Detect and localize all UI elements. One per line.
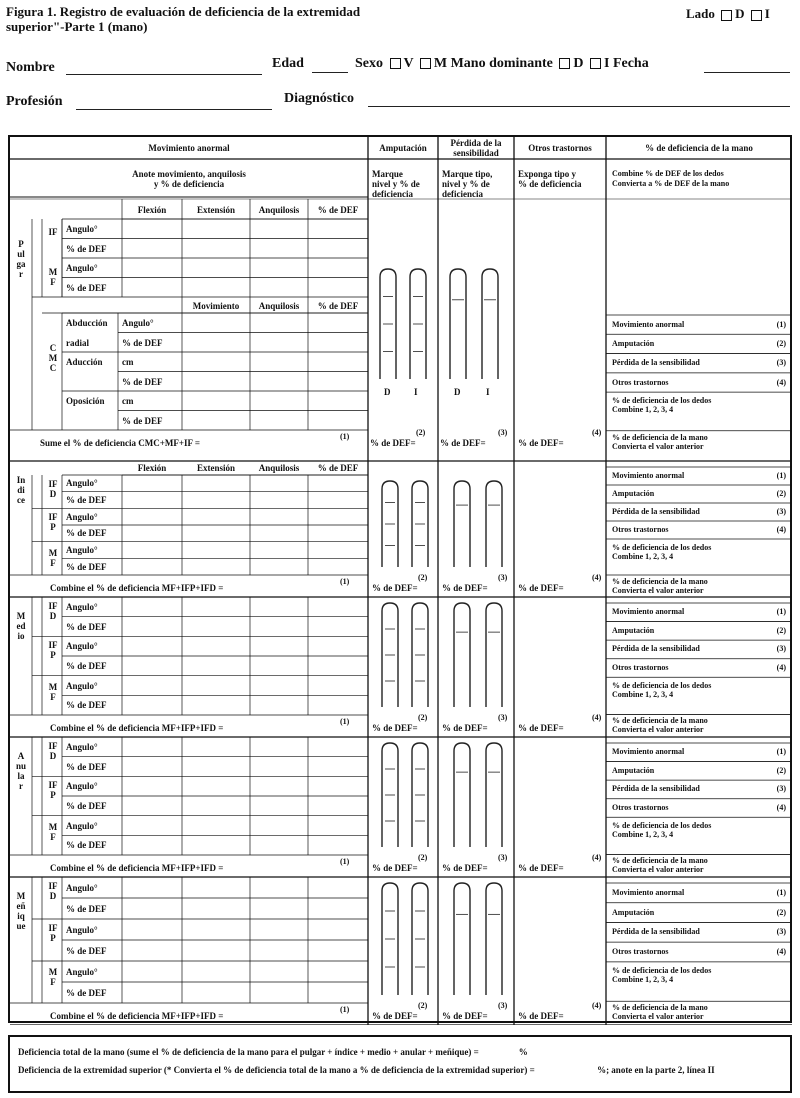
totals-pct-def-eq: % de DEF= [370, 438, 416, 448]
combine-l1: Combine % de DEF de los dedos [612, 169, 724, 178]
finger-2-amputation-icon-d [382, 743, 398, 847]
summary-n3: (3) [776, 784, 786, 794]
summary-def-mano: % de deficiencia de la mano [612, 856, 708, 866]
cmc-input-row-4[interactable] [182, 391, 368, 411]
summary-n1: (1) [340, 857, 350, 866]
thumb-input-row-0[interactable] [122, 219, 368, 239]
summary-n4: (4) [592, 573, 602, 582]
summary-n3: (3) [776, 927, 786, 937]
thumb-amputation-icon-d [380, 269, 396, 379]
finger-1-ifd-label: IFD [48, 601, 58, 621]
totals-label-I: I [414, 387, 418, 397]
summary-n2: (2) [416, 428, 426, 437]
finger-1-sensibility-icon-i [486, 603, 502, 707]
summary-n4: (4) [592, 853, 602, 862]
rows-pct-def: % de DEF [66, 700, 107, 711]
finger-3-input-row-1[interactable] [122, 898, 368, 919]
summary-n1: (1) [776, 607, 786, 617]
finger-1-label: Medio [16, 611, 26, 641]
finger-0-amputation-icon-i [412, 481, 428, 567]
cmc-input-row-3[interactable] [182, 372, 368, 392]
lado-d-checkbox[interactable] [721, 10, 732, 21]
summary-n2: (2) [776, 338, 786, 348]
finger-2-input-row-1[interactable] [122, 757, 368, 777]
subheaders-pct-def: % de DEF [317, 205, 359, 215]
finger-pulgar-label: Pulgar [16, 239, 26, 279]
nombre-field[interactable] [66, 74, 262, 75]
finger-1-input-row-2[interactable] [122, 636, 368, 656]
marque-perdida [442, 169, 492, 199]
summary-n3: (3) [776, 507, 786, 516]
evaluation-form [8, 135, 792, 1023]
rows-aduccion: Aducción [66, 357, 103, 367]
summary-perdida: Pérdida de la sensibilidad [612, 927, 700, 937]
thumb-sensibility-icon-d [450, 269, 466, 379]
summary-def-mano: % de deficiencia de la mano [612, 577, 708, 586]
finger-1-ifp-label: IFP [48, 640, 58, 661]
summary-n1: (1) [340, 432, 350, 441]
summary-amputacion: Amputación [612, 338, 655, 348]
nombre-label: Nombre [6, 60, 55, 75]
totals-combine-dedos: Combine el % de deficiencia MF+IFP+IFD = [50, 1011, 224, 1021]
rows-oposicion: Oposición [66, 396, 105, 406]
finger-0-input-row-5[interactable] [122, 558, 368, 575]
summary-n2: (2) [418, 573, 428, 582]
rows-angulo: Angulo° [66, 820, 98, 831]
summary-n3: (3) [776, 358, 786, 368]
totals-sume-pulgar: Sume el % de deficiencia CMC+MF+IF = [40, 438, 201, 448]
total-extremidad-row [18, 1065, 788, 1075]
finger-0-input-row-4[interactable] [122, 542, 368, 559]
finger-3-amputation-icon-d [382, 883, 398, 995]
summary-def-dedos: % de deficiencia de los dedos [612, 396, 712, 406]
anote-line1: Anote movimiento, anquilosis [132, 169, 246, 179]
col-amputacion: Amputación [379, 143, 427, 153]
summary-combine-124: Combine 1, 2, 3, 4 [612, 552, 674, 561]
rows-pct-def: % de DEF [122, 337, 163, 348]
summary-perdida: Pérdida de la sensibilidad [612, 784, 700, 794]
finger-2-input-row-5[interactable] [122, 835, 368, 855]
summary-n1: (1) [340, 577, 350, 586]
summary-n3: (3) [498, 428, 508, 437]
thumb-cmc-label: CMC [48, 343, 58, 373]
anote-line2: y % de deficiencia [153, 179, 225, 189]
rows-angulo: Angulo° [66, 545, 98, 555]
summary-n2: (2) [776, 907, 786, 917]
marque-per-l3: deficiencia [442, 189, 483, 199]
linea-ii: línea II [686, 1065, 715, 1075]
combine-convierta [612, 169, 729, 189]
summary-convierta: Convierta el valor anterior [612, 441, 704, 451]
finger-1-input-row-4[interactable] [122, 676, 368, 696]
summary-n1: (1) [340, 717, 350, 726]
totals-pct-def-eq: % de DEF= [518, 1011, 564, 1021]
fecha-label: Fecha [612, 56, 649, 71]
finger-3-amputation-icon-i [412, 883, 428, 995]
exponga-l2: % de deficiencia [518, 179, 582, 189]
rows-angulo: Angulo° [66, 601, 98, 612]
finger-1-input-row-1[interactable] [122, 617, 368, 637]
rows-pct-def: % de DEF [66, 282, 107, 293]
rows-pct-def: % de DEF [66, 945, 107, 956]
rows-pct-def: % de DEF [66, 660, 107, 671]
rows-pct-def: % de DEF [66, 528, 107, 539]
finger-3-input-row-0[interactable] [122, 877, 368, 898]
rows-angulo: Angulo° [122, 318, 154, 328]
form-title [6, 4, 466, 34]
finger-3-label: Meñique [16, 891, 26, 931]
subheaders-anquilosis: Anquilosis [258, 301, 300, 311]
totals-pct-def-eq: % de DEF= [518, 438, 564, 448]
finger-2-input-row-4[interactable] [122, 816, 368, 836]
rows-angulo: Angulo° [66, 511, 98, 522]
total-extremidad-label: Deficiencia de la extremidad superior (* Convierta el % de deficiencia total de la mano a % de deficiencia de la extremidad superior) = [18, 1065, 535, 1075]
cmc-input-row-1[interactable] [182, 333, 368, 353]
total-mano-pct: % [518, 1047, 528, 1057]
finger-0-ifd-label: IFD [48, 479, 58, 499]
thumb-amputation-icon-i [410, 269, 426, 379]
col-otros: Otros trastornos [528, 143, 592, 153]
summary-combine-124: Combine 1, 2, 3, 4 [612, 690, 674, 700]
finger-2-ifp-label: IFP [48, 780, 58, 801]
summary-n4: (4) [592, 428, 602, 437]
summary-n3: (3) [776, 644, 786, 654]
sexo-group [355, 56, 649, 72]
summary-convierta: Convierta el valor anterior [612, 586, 704, 595]
subheaders-movimiento: Movimiento [192, 301, 240, 311]
cmc-input-row-2[interactable] [182, 352, 368, 372]
finger-0-sensibility-icon-d [454, 481, 470, 567]
totals-combine-dedos: Combine el % de deficiencia MF+IFP+IFD = [50, 583, 224, 593]
mano-d-label: D [573, 56, 584, 71]
totals-pct-def-eq: % de DEF= [442, 583, 488, 593]
summary-amputacion: Amputación [612, 489, 655, 498]
rows-pct-def: % de DEF [66, 761, 107, 772]
fecha-field[interactable] [704, 72, 790, 73]
summary-otros: Otros trastornos [612, 947, 669, 956]
profesion-label: Profesión [6, 94, 63, 109]
side-selector [686, 6, 770, 22]
sexo-v-label: V [403, 56, 414, 71]
subheaders-flexion: Flexión [137, 205, 167, 215]
finger-3-mf-label: MF [48, 967, 58, 987]
totals-pct-def-eq: % de DEF= [442, 723, 488, 733]
summary-n4: (4) [776, 663, 786, 672]
rows-angulo: Angulo° [66, 781, 98, 792]
summary-n2: (2) [776, 489, 786, 498]
edad-label: Edad [272, 56, 304, 71]
totals-pct-def-eq: % de DEF= [518, 583, 564, 593]
finger-0-input-row-2[interactable] [122, 508, 368, 525]
thumb-if-label: IF [48, 227, 58, 237]
totals-label-D: D [384, 387, 391, 397]
summary-n1: (1) [340, 1005, 350, 1014]
finger-0-ifp-label: IFP [48, 512, 58, 533]
finger-3-input-row-3[interactable] [122, 940, 368, 961]
summary-def-mano: % de deficiencia de la mano [612, 716, 708, 726]
marque-per-l1: Marque tipo, [442, 169, 493, 179]
summary-convierta: Convierta el valor anterior [612, 865, 704, 875]
finger-1-input-row-5[interactable] [122, 695, 368, 715]
thumb-input-row-2[interactable] [122, 258, 368, 278]
edad-field[interactable] [312, 72, 348, 73]
combine-l2: Convierta a % de DEF de la mano [612, 179, 730, 188]
rows-angulo: Angulo° [66, 741, 98, 752]
finger-0-label: Indice [16, 475, 26, 505]
finger-2-sensibility-icon-d [454, 743, 470, 847]
rows-pct-def: % de DEF [122, 376, 163, 387]
subheaders-anquilosis: Anquilosis [258, 463, 300, 473]
summary-n2: (2) [776, 765, 786, 775]
totals-pct-def-eq: % de DEF= [518, 723, 564, 733]
finger-0-sensibility-icon-i [486, 481, 502, 567]
profesion-field[interactable] [76, 109, 272, 110]
summary-movimiento-anormal: Movimiento anormal [612, 607, 685, 617]
finger-0-input-row-1[interactable] [122, 492, 368, 509]
rows-angulo: Angulo° [66, 641, 98, 652]
rows-pct-def: % de DEF [66, 561, 107, 572]
finger-3-input-row-4[interactable] [122, 961, 368, 982]
rows-pct-def: % de DEF [66, 987, 107, 998]
finger-2-amputation-icon-i [412, 743, 428, 847]
marque-amp-l1: Marque [372, 169, 403, 179]
summary-n2: (2) [418, 713, 428, 722]
summary-n2: (2) [776, 625, 786, 635]
finger-1-amputation-icon-i [412, 603, 428, 707]
rows-angulo: Angulo° [66, 263, 98, 273]
title-line-1: Figura 1. Registro de evaluación de deficiencia de la extremidad [6, 4, 361, 19]
marque-amp-l2: nivel y % de [372, 179, 420, 189]
summary-otros: Otros trastornos [612, 663, 669, 672]
col-movimiento-anormal: Movimiento anormal [148, 143, 230, 153]
summary-movimiento-anormal: Movimiento anormal [612, 887, 685, 897]
finger-1-input-row-3[interactable] [122, 656, 368, 676]
finger-3-input-row-5[interactable] [122, 982, 368, 1003]
finger-2-label: Anular [16, 751, 27, 791]
summary-def-dedos: % de deficiencia de los dedos [612, 543, 712, 552]
rows-pct-def: % de DEF [66, 621, 107, 632]
finger-2-input-row-0[interactable] [122, 737, 368, 757]
rows-angulo: Angulo° [66, 478, 98, 489]
summary-n3: (3) [498, 1001, 508, 1010]
sexo-m-checkbox[interactable] [420, 58, 431, 69]
summary-def-mano: % de deficiencia de la mano [612, 1003, 708, 1013]
exponga-l1: Exponga tipo y [518, 169, 577, 179]
summary-def-dedos: % de deficiencia de los dedos [612, 681, 712, 691]
finger-3-input-row-2[interactable] [122, 919, 368, 940]
summary-movimiento-anormal: Movimiento anormal [612, 319, 685, 329]
totals-label-I: I [486, 387, 490, 397]
lado-label: Lado [686, 6, 715, 21]
cmc-input-row-5[interactable] [182, 411, 368, 431]
summary-convierta: Convierta el valor anterior [612, 1012, 704, 1022]
mano-dominante-label: Mano dominante [450, 56, 553, 71]
summary-combine-124: Combine 1, 2, 3, 4 [612, 830, 674, 840]
anote-text [10, 169, 368, 189]
totals-pct-def-eq: % de DEF= [372, 723, 418, 733]
totals-pct-def-eq: % de DEF= [442, 863, 488, 873]
rows-cm: cm [122, 357, 134, 367]
title-line-2: superior"-Parte 1 (mano) [6, 19, 148, 34]
total-mano-label: Deficiencia total de la mano (sume el % de deficiencia de la mano para el pulgar + índice + medio + anular + meñique) = [18, 1047, 479, 1057]
lado-i-checkbox[interactable] [751, 10, 762, 21]
summary-n1: (1) [776, 747, 786, 757]
summary-n2: (2) [418, 1001, 428, 1010]
diagnostico-label: Diagnóstico [284, 91, 354, 106]
summary-def-dedos: % de deficiencia de los dedos [612, 821, 712, 831]
rows-radial: radial [66, 337, 90, 348]
summary-combine-124: Combine 1, 2, 3, 4 [612, 974, 674, 984]
rows-pct-def: % de DEF [66, 243, 107, 254]
summary-amputacion: Amputación [612, 625, 655, 635]
finger-3-sensibility-icon-d [454, 883, 470, 995]
finger-1-mf-label: MF [48, 681, 58, 702]
summary-combine-124: Combine 1, 2, 3, 4 [612, 405, 674, 415]
totals-pct-def-eq: % de DEF= [518, 863, 564, 873]
finger-3-sensibility-icon-i [486, 883, 502, 995]
total-mano-row [18, 1047, 528, 1057]
summary-n4: (4) [776, 947, 786, 956]
sexo-m-label: M [433, 56, 448, 71]
summary-n3: (3) [498, 853, 508, 862]
summary-perdida: Pérdida de la sensibilidad [612, 644, 700, 654]
sexo-label: Sexo [355, 56, 383, 71]
summary-n4: (4) [776, 377, 786, 387]
thumb-sensibility-icon-i [482, 269, 498, 379]
finger-2-mf-label: MF [48, 821, 58, 842]
rows-angulo: Angulo° [66, 924, 98, 935]
finger-2-input-row-2[interactable] [122, 776, 368, 796]
finger-1-input-row-0[interactable] [122, 597, 368, 617]
finger-1-amputation-icon-d [382, 603, 398, 707]
summary-n3: (3) [498, 713, 508, 722]
totals-pct-def-eq: % de DEF= [442, 1011, 488, 1021]
rows-abduccion: Abducción [66, 318, 108, 328]
col-perdida-line2: sensibilidad [453, 148, 499, 158]
totals-label-D: D [454, 387, 461, 397]
summary-n1: (1) [776, 887, 786, 897]
cmc-input-row-0[interactable] [182, 313, 368, 333]
col-perdida [438, 138, 514, 158]
summary-amputacion: Amputación [612, 907, 655, 917]
totals-pct-def-eq: % de DEF= [372, 1011, 418, 1021]
summary-n4: (4) [776, 803, 786, 812]
marque-amp-l3: deficiencia [372, 189, 413, 199]
summary-convierta: Convierta el valor anterior [612, 725, 704, 735]
rows-pct-def: % de DEF [66, 840, 107, 851]
subheaders-anquilosis: Anquilosis [258, 205, 300, 215]
rows-pct-def: % de DEF [66, 800, 107, 811]
col-perdida-line1: Pérdida de la [450, 138, 502, 148]
thumb-input-row-1[interactable] [122, 239, 368, 259]
summary-n4: (4) [776, 525, 786, 534]
exponga-text [518, 169, 582, 189]
summary-n4: (4) [592, 1001, 602, 1010]
summary-n1: (1) [776, 471, 786, 480]
totals-combine-dedos: Combine el % de deficiencia MF+IFP+IFD = [50, 723, 224, 733]
totals-pct-def-eq: % de DEF= [372, 863, 418, 873]
lado-i-label: I [764, 6, 770, 21]
marque-amputacion [372, 169, 420, 199]
summary-perdida: Pérdida de la sensibilidad [612, 358, 700, 368]
summary-movimiento-anormal: Movimiento anormal [612, 747, 685, 757]
finger-2-input-row-3[interactable] [122, 796, 368, 816]
summary-otros: Otros trastornos [612, 377, 669, 387]
finger-0-amputation-icon-d [382, 481, 398, 567]
rows-pct-def: % de DEF [122, 415, 163, 426]
marque-per-l2: nivel y % de [442, 179, 490, 189]
finger-2-ifd-label: IFD [48, 741, 58, 761]
rows-pct-def: % de DEF [66, 903, 107, 914]
summary-otros: Otros trastornos [612, 525, 669, 534]
finger-0-input-row-3[interactable] [122, 525, 368, 542]
summary-n3: (3) [498, 573, 508, 582]
totals-pct-def-eq: % de DEF= [440, 438, 486, 448]
summary-movimiento-anormal: Movimiento anormal [612, 471, 685, 480]
rows-angulo: Angulo° [66, 224, 98, 234]
col-def-mano: % de deficiencia de la mano [645, 143, 753, 153]
rows-angulo: Angulo° [66, 882, 98, 893]
total-extremidad-tail: %; anote en la parte 2, [597, 1065, 685, 1075]
lado-d-label: D [735, 6, 745, 21]
totals-combine-dedos: Combine el % de deficiencia MF+IFP+IFD = [50, 863, 224, 873]
finger-0-input-row-0[interactable] [122, 475, 368, 492]
mano-i-checkbox[interactable] [590, 58, 601, 69]
summary-n2: (2) [418, 853, 428, 862]
rows-angulo: Angulo° [66, 966, 98, 977]
summary-amputacion: Amputación [612, 765, 655, 775]
rows-angulo: Angulo° [66, 680, 98, 691]
finger-1-sensibility-icon-d [454, 603, 470, 707]
totals-pct-def-eq: % de DEF= [372, 583, 418, 593]
finger-2-sensibility-icon-i [486, 743, 502, 847]
diagnostico-field[interactable] [368, 106, 790, 107]
totals-footer [8, 1035, 792, 1093]
subheaders-flexion: Flexión [137, 463, 167, 473]
thumb-mf-label: MF [48, 267, 58, 287]
mano-d-checkbox[interactable] [559, 58, 570, 69]
summary-def-mano: % de deficiencia de la mano [612, 432, 708, 442]
subheaders-pct-def: % de DEF [317, 301, 359, 311]
finger-0-mf-label: MF [48, 547, 58, 568]
summary-n4: (4) [592, 713, 602, 722]
summary-def-dedos: % de deficiencia de los dedos [612, 965, 712, 975]
sexo-v-checkbox[interactable] [390, 58, 401, 69]
thumb-input-row-3[interactable] [122, 278, 368, 298]
rows-pct-def: % de DEF [66, 495, 107, 505]
mano-i-label: I [604, 56, 610, 71]
summary-n1: (1) [776, 319, 786, 329]
rows-cm: cm [122, 396, 134, 406]
finger-3-ifd-label: IFD [48, 881, 58, 901]
subheaders-extension: Extensión [196, 463, 235, 473]
summary-otros: Otros trastornos [612, 803, 669, 812]
summary-perdida: Pérdida de la sensibilidad [612, 507, 700, 516]
subheaders-extension: Extensión [196, 205, 235, 215]
finger-3-ifp-label: IFP [48, 923, 58, 943]
subheaders-pct-def: % de DEF [317, 463, 359, 473]
